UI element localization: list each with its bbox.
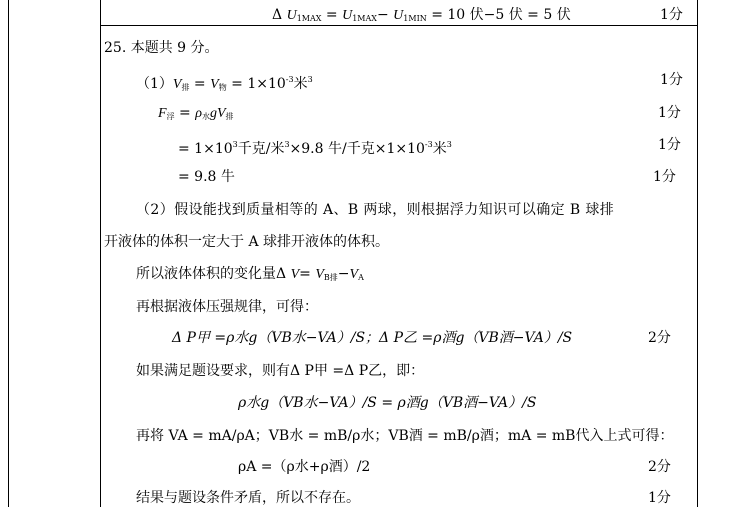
score: 1分 [660,7,683,23]
part1-volume: $(1)V_排 = V_物 = 1\times 10^{-3}$米$^3$ [136,75,313,92]
substitution-line: 再将 VA = mA/ρA；VB水 = mB/ρ水；VB酒 = mB/ρ酒；mA = mB代入上式可得： [136,428,674,444]
buoyancy-result: = 9.8 牛 [178,169,235,185]
part2-line2: 开液体的体积一定大于 A 球排开液体的体积。 [104,234,390,250]
pressure-law-intro: 再根据液体压强规律，可得： [136,299,318,315]
score: 1分 [648,490,671,506]
conclusion: 结果与题设条件矛盾，所以不存在。 [136,490,360,506]
part2-line1: （2）假设能找到质量相等的 A、B 两球，则根据浮力知识可以确定 B 球排 [136,202,615,218]
condition-line: 如果满足题设要求，则有Δ P甲 =Δ P乙，即： [136,363,425,379]
pressure-formulas: Δ P甲 =ρ水g（VB水−VA）/S；Δ P乙 =ρ酒g（VB酒−VA）/S [172,330,573,346]
question-title: 25. 本题共 9 分。 [104,40,219,56]
score: 1分 [653,169,676,185]
buoyancy-formula: $F_浮 = \rho_水gV_排$ [158,105,234,121]
equality-formula: ρ水g（VB水−VA）/S = ρ酒g（VB酒−VA）/S [238,395,537,411]
buoyancy-calc: = $1\times 10^3$千克/米$^3$×9.8 牛/千克$\times 1\times 10^{-3}$米$^3$ [178,140,452,157]
table-border-right [697,0,698,507]
table-border-inner [100,0,101,507]
score: 2分 [648,330,671,346]
score: 1分 [658,137,681,153]
table-border-left [8,0,9,507]
delta-u-formula: Δ $U_{1MAX} = U_{1MAX}- U_{1MIN} = 10$ 伏−5 伏 = 5 伏 [272,7,571,23]
score: 1分 [658,105,681,121]
density-result: ρA =（ρ水+ρ酒）/2 [238,459,371,475]
score: 1分 [660,72,683,88]
volume-change: 所以液体体积的变化量Δ $V= V_{B排}-V_A$ [136,266,364,282]
score: 2分 [648,459,671,475]
